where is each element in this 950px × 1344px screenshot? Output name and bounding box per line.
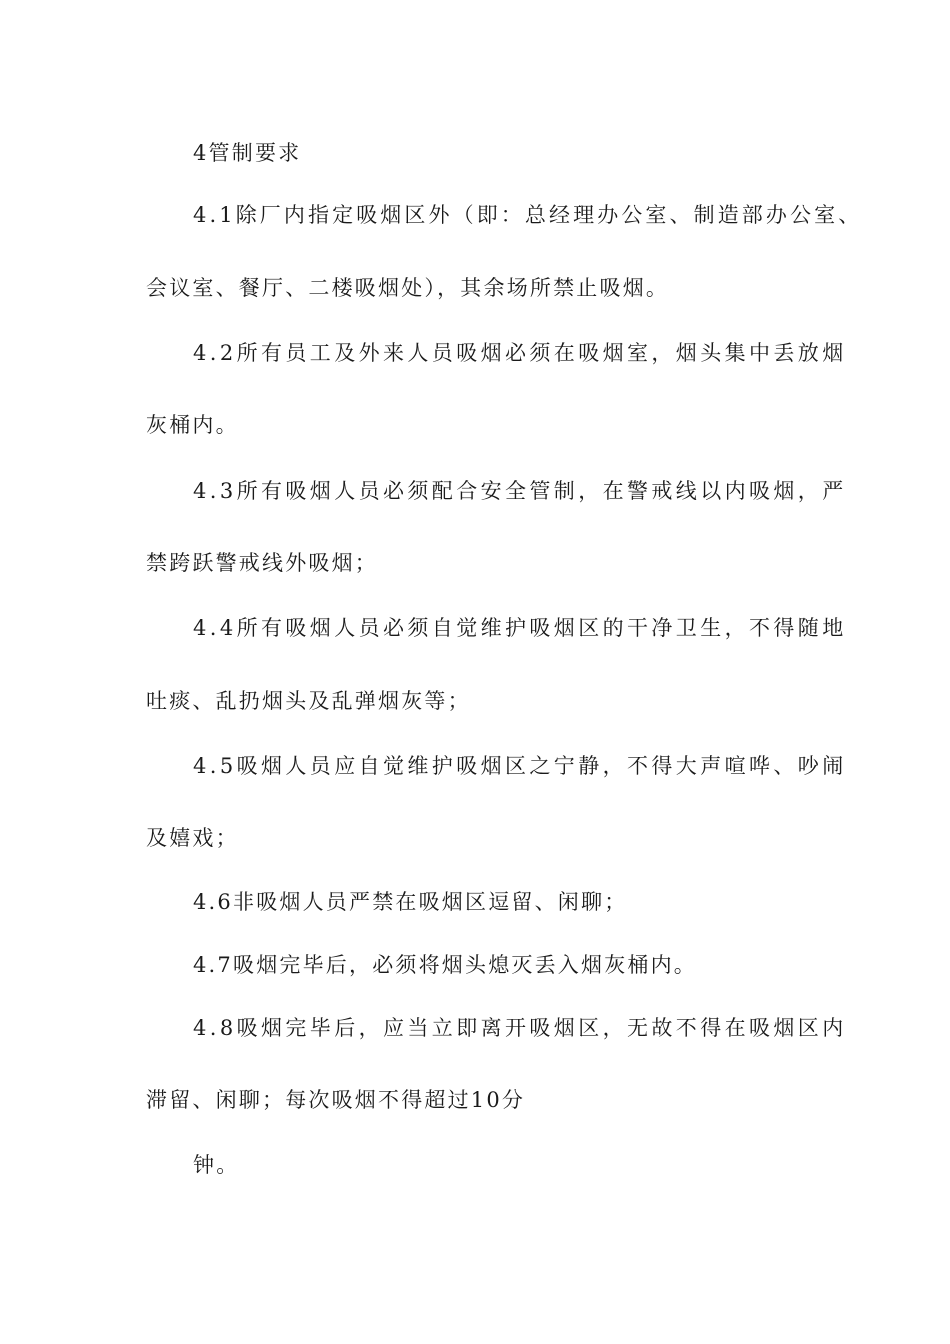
paragraph-line: 4.8吸烟完毕后，应当立即离开吸烟区，无故不得在吸烟区内 <box>193 1016 847 1040</box>
paragraph-line: 4.2所有员工及外来人员吸烟必须在吸烟室，烟头集中丢放烟 <box>193 341 847 365</box>
paragraph-line: 4.4所有吸烟人员必须自觉维护吸烟区的干净卫生，不得随地 <box>193 616 847 640</box>
paragraph-line: 4.6非吸烟人员严禁在吸烟区逗留、闲聊； <box>193 890 628 914</box>
paragraph-line: 钟。 <box>193 1153 240 1177</box>
paragraph-line: 及嬉戏； <box>146 826 239 850</box>
paragraph-line: 会议室、餐厅、二楼吸烟处），其余场所禁止吸烟。 <box>146 276 670 300</box>
paragraph-line: 禁跨跃警戒线外吸烟； <box>146 551 378 575</box>
paragraph-line: 4.3所有吸烟人员必须配合安全管制，在警戒线以内吸烟，严 <box>193 479 847 503</box>
paragraph-line: 4.5吸烟人员应自觉维护吸烟区之宁静，不得大声喧哗、吵闹 <box>193 754 847 778</box>
paragraph-line: 吐痰、乱扔烟头及乱弹烟灰等； <box>146 689 471 713</box>
paragraph-line: 灰桶内。 <box>146 413 239 437</box>
section-heading: 4管制要求 <box>193 141 302 165</box>
paragraph-line: 滞留、闲聊；每次吸烟不得超过10分 <box>146 1088 526 1112</box>
paragraph-line: 4.1除厂内指定吸烟区外（即：总经理办公室、制造部办公室、 <box>193 203 863 227</box>
paragraph-line: 4.7吸烟完毕后，必须将烟头熄灭丢入烟灰桶内。 <box>193 953 697 977</box>
